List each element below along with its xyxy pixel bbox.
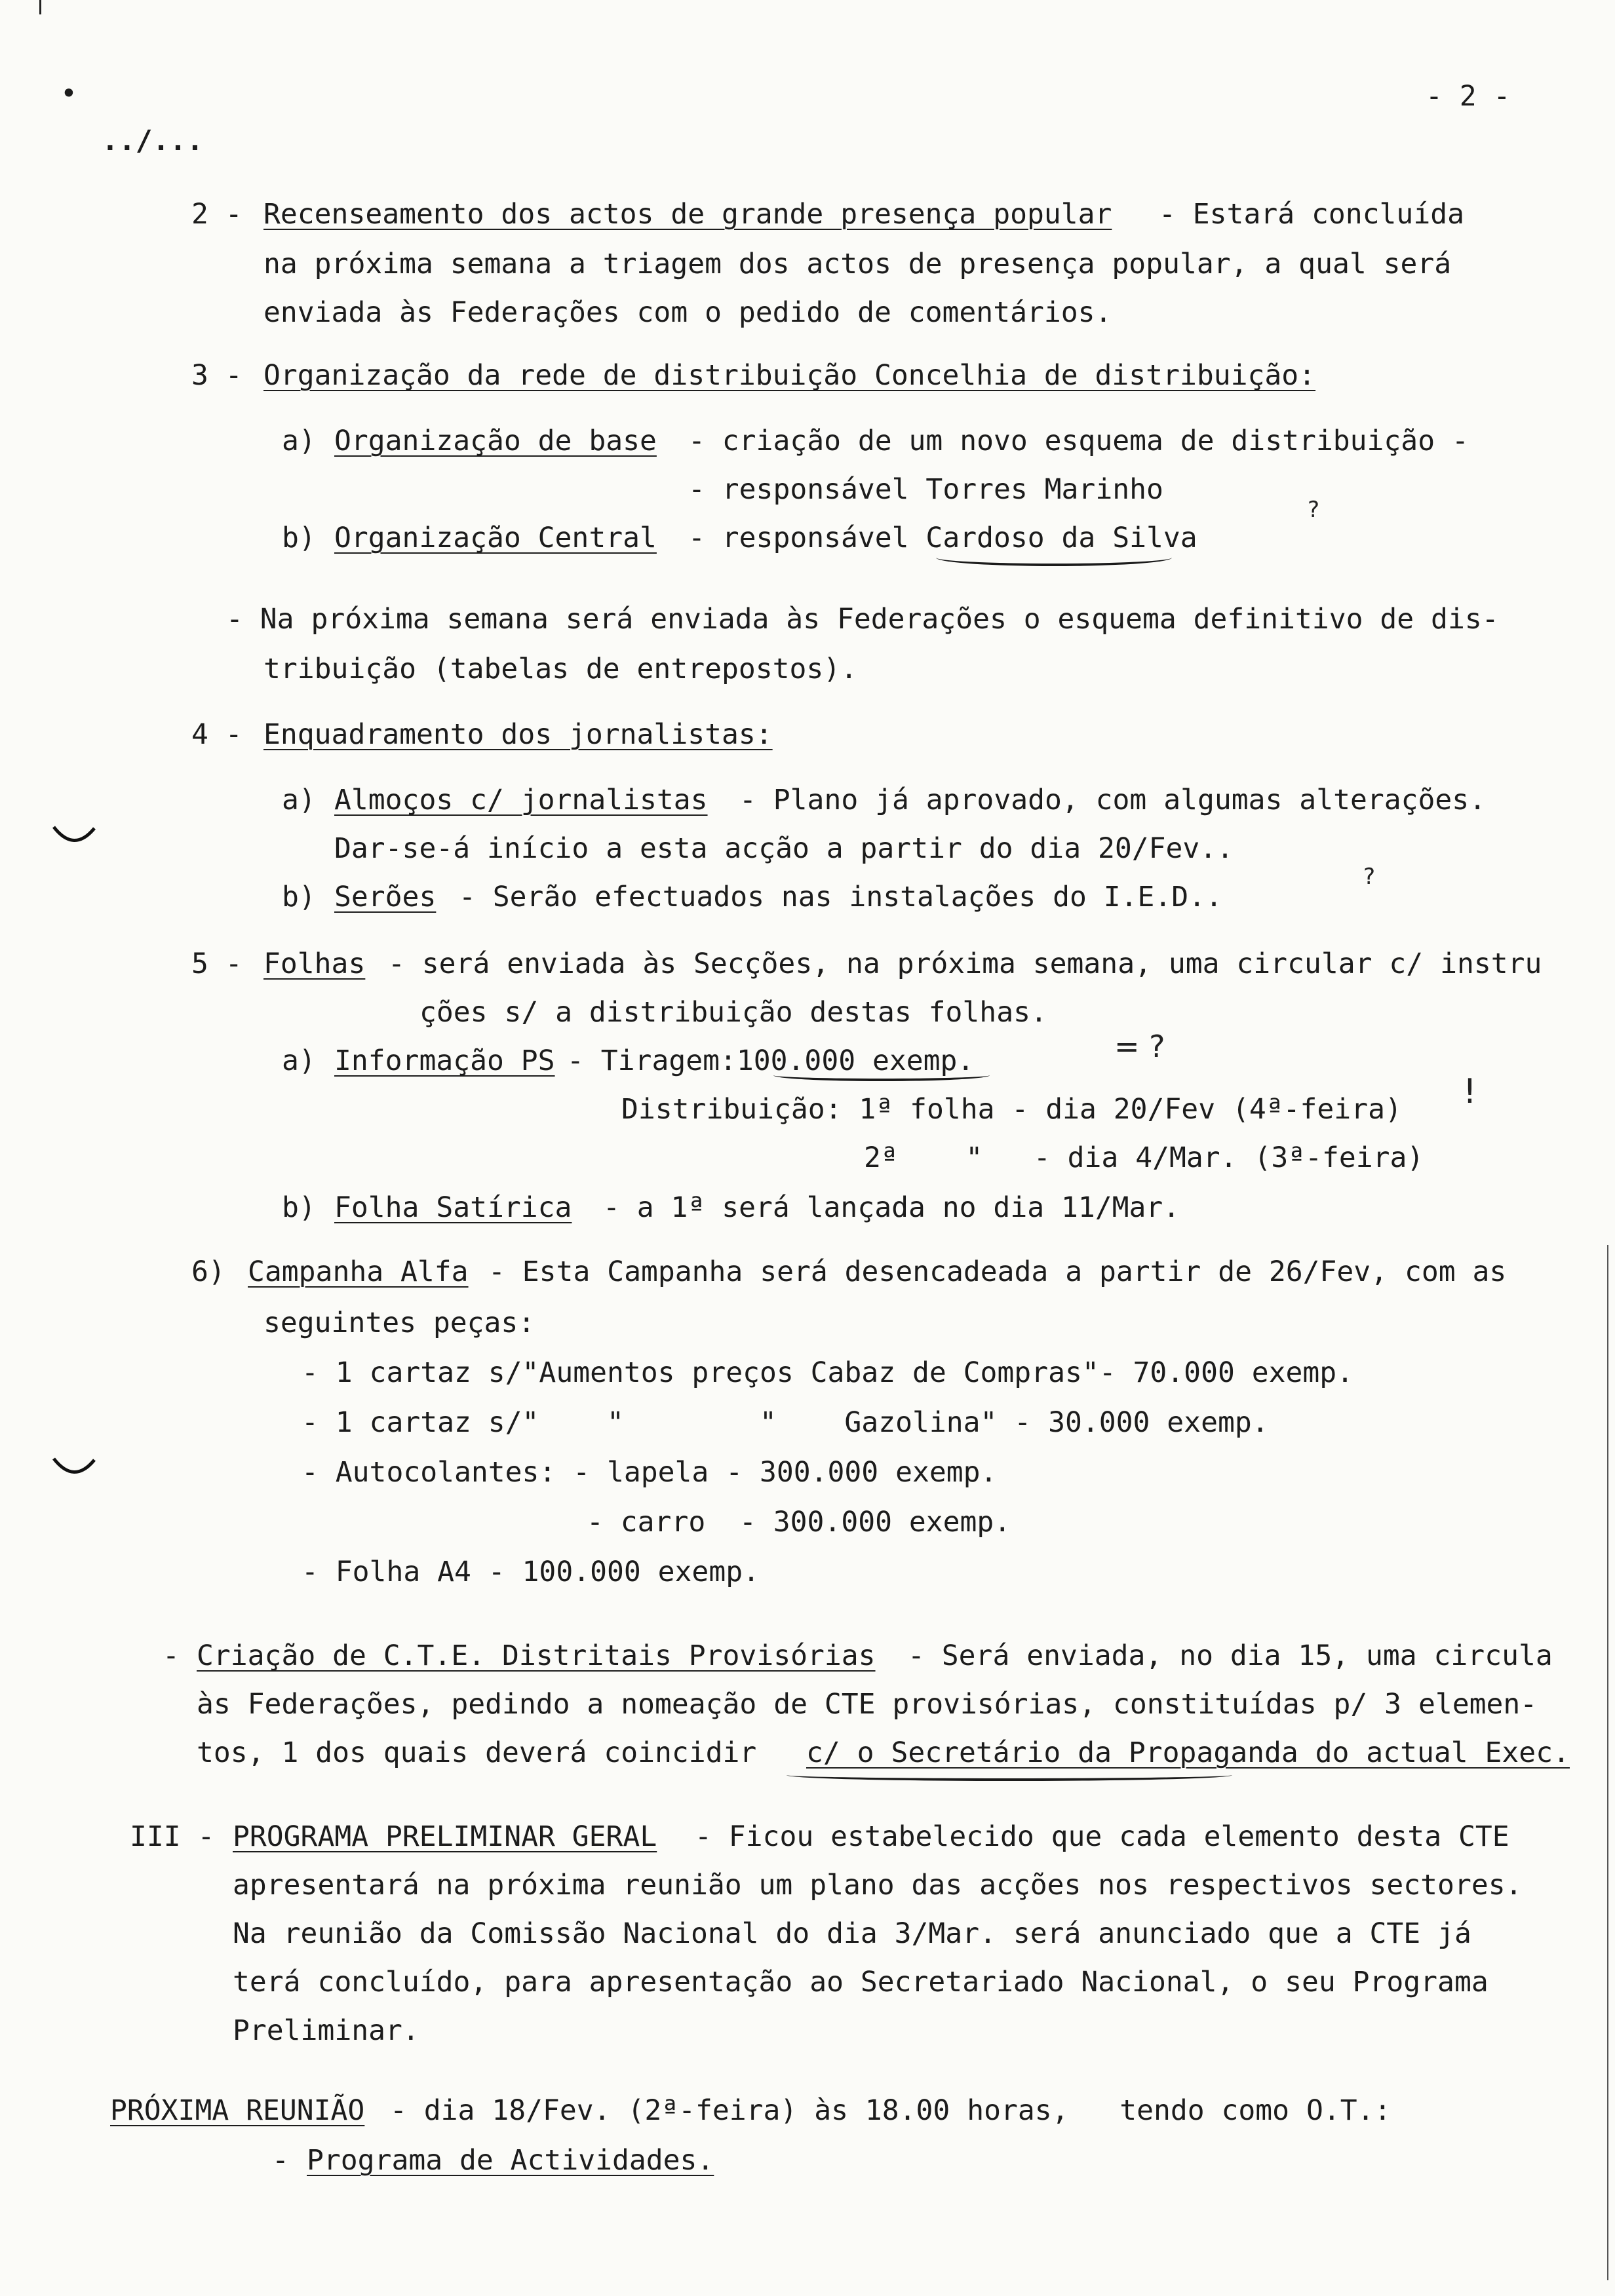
item-6-piece-4: - carro - 300.000 exemp.: [587, 1506, 1011, 1539]
item-5-number: 5 -: [191, 947, 243, 980]
item-5-text-1: - será enviada às Secções, na próxima semana, uma circular c/ instru: [388, 947, 1542, 980]
item-4b-text: - Serão efectuados nas instalações do I.E.D..: [459, 881, 1222, 913]
item-6-text-2: seguintes peças:: [263, 1307, 535, 1339]
handwritten-question-mark: ?: [1308, 497, 1320, 523]
item-6-piece-5: - Folha A4 - 100.000 exemp.: [302, 1556, 760, 1588]
item-5-title: Folhas: [263, 947, 366, 980]
scan-right-edge: [1607, 1245, 1608, 2280]
pen-underline-secretario: [787, 1769, 1232, 1781]
item-2-text-1: - Estará concluída: [1159, 198, 1464, 231]
item-2-number: 2 -: [191, 198, 243, 231]
section-iii-title: PROGRAMA PRELIMINAR GERAL: [233, 1820, 657, 1853]
item-2-text-2: na próxima semana a triagem dos actos de presença popular, a qual será: [263, 248, 1452, 280]
agenda-dash: -: [272, 2144, 289, 2177]
section-iii-number: III -: [130, 1820, 215, 1853]
item-4-number: 4 -: [191, 718, 243, 751]
section-iii-text-5: Preliminar.: [233, 2014, 419, 2047]
item-3-title: Organização da rede de distribuição Concelhia de distribuição:: [263, 359, 1316, 392]
item-3a-title: Organização de base: [334, 425, 657, 457]
item-3a-text-2: - responsável Torres Marinho: [688, 473, 1163, 506]
item-5a-text: - Tiragem:100.000 exemp.: [567, 1044, 975, 1077]
item-6-piece-2: - 1 cartaz s/" " " Gazolina" - 30.000 exemp.: [302, 1406, 1269, 1439]
item-5b-label: b): [282, 1191, 316, 1224]
item-5a-distribution-1: Distribuição: 1ª folha - dia 20/Fev (4ª-feira): [621, 1093, 1402, 1126]
item-3-number: 3 -: [191, 359, 243, 392]
item-5a-label: a): [282, 1044, 316, 1077]
item-3b-text: - responsável Cardoso da Silva: [688, 522, 1197, 554]
item-4-title: Enquadramento dos jornalistas:: [263, 718, 773, 751]
agenda-item: Programa de Actividades.: [307, 2144, 714, 2177]
pen-underline-tiragem: [773, 1069, 990, 1081]
item-3-note-2: tribuição (tabelas de entrepostos).: [263, 653, 858, 685]
item-5a-distribution-2: 2ª " - dia 4/Mar. (3ª-feira): [864, 1141, 1424, 1174]
cte-text-3a: tos, 1 dos quais deverá coincidir: [197, 1736, 757, 1769]
item-5b-text: - a 1ª será lançada no dia 11/Mar.: [603, 1191, 1180, 1224]
cte-text-2: às Federações, pedindo a nomeação de CTE provisórias, constituídas p/ 3 elemen-: [197, 1688, 1538, 1721]
cte-text-1: - Será enviada, no dia 15, uma circula: [908, 1639, 1553, 1672]
next-meeting-text: - dia 18/Fev. (2ª-feira) às 18.00 horas, tendo como O.T.:: [390, 2094, 1391, 2127]
continuation-mark: ../...: [102, 124, 204, 157]
cte-dash: -: [163, 1639, 180, 1672]
item-4a-text: - Plano já aprovado, com algumas alterações.: [739, 784, 1487, 816]
item-5b-title: Folha Satírica: [334, 1191, 572, 1224]
item-6-piece-1: - 1 cartaz s/"Aumentos preços Cabaz de Compras"- 70.000 exemp.: [302, 1356, 1354, 1389]
punch-hole-mark: [51, 1456, 97, 1482]
item-3b-label: b): [282, 522, 316, 554]
item-4a-text-2: Dar-se-á início a esta acção a partir do dia 20/Fev..: [334, 832, 1234, 865]
handwritten-exclamation: !: [1463, 1072, 1477, 1111]
item-5-text-2: ções s/ a distribuição destas folhas.: [419, 996, 1047, 1029]
item-4a-label: a): [282, 784, 316, 816]
item-6-piece-3: - Autocolantes: - lapela - 300.000 exemp.: [302, 1456, 998, 1489]
item-4b-title: Serões: [334, 881, 437, 913]
corner-mark: •: [60, 77, 77, 110]
cte-text-3b: c/ o Secretário da Propaganda do actual Exec.: [806, 1736, 1570, 1769]
section-iii-text-1: - Ficou estabelecido que cada elemento desta CTE: [695, 1820, 1509, 1853]
pen-underline-cardoso: [936, 549, 1172, 566]
page-number: - 2 -: [1426, 80, 1511, 113]
item-4a-title: Almoços c/ jornalistas: [334, 784, 708, 816]
item-3a-text: - criação de um novo esquema de distribuição -: [688, 425, 1469, 457]
item-2-text-3: enviada às Federações com o pedido de comentários.: [263, 296, 1112, 329]
item-6-title: Campanha Alfa: [248, 1255, 469, 1288]
item-4b-label: b): [282, 881, 316, 913]
item-6-number: 6): [191, 1255, 225, 1288]
section-iii-text-3: Na reunião da Comissão Nacional do dia 3/Mar. será anunciado que a CTE já: [233, 1917, 1471, 1950]
scan-edge-mark: [39, 0, 41, 14]
punch-hole-mark: [51, 824, 97, 851]
section-iii-text-2: apresentará na próxima reunião um plano das acções nos respectivos sectores.: [233, 1869, 1523, 1902]
section-iii-text-4: terá concluído, para apresentação ao Secretariado Nacional, o seu Programa: [233, 1966, 1489, 1999]
item-6-text-1: - Esta Campanha será desencadeada a partir de 26/Fev, com as: [488, 1255, 1507, 1288]
item-3a-label: a): [282, 425, 316, 457]
next-meeting-title: PRÓXIMA REUNIÃO: [110, 2094, 365, 2127]
handwritten-question-mark: ?: [1363, 864, 1376, 890]
handwritten-equals-question: = ?: [1114, 1029, 1165, 1064]
item-3-note-1: - Na próxima semana será enviada às Federações o esquema definitivo de dis-: [226, 603, 1499, 636]
cte-title: Criação de C.T.E. Distritais Provisórias: [197, 1639, 876, 1672]
item-2-title: Recenseamento dos actos de grande presença popular: [263, 198, 1112, 231]
item-3b-title: Organização Central: [334, 522, 657, 554]
item-5a-title: Informação PS: [334, 1044, 555, 1077]
